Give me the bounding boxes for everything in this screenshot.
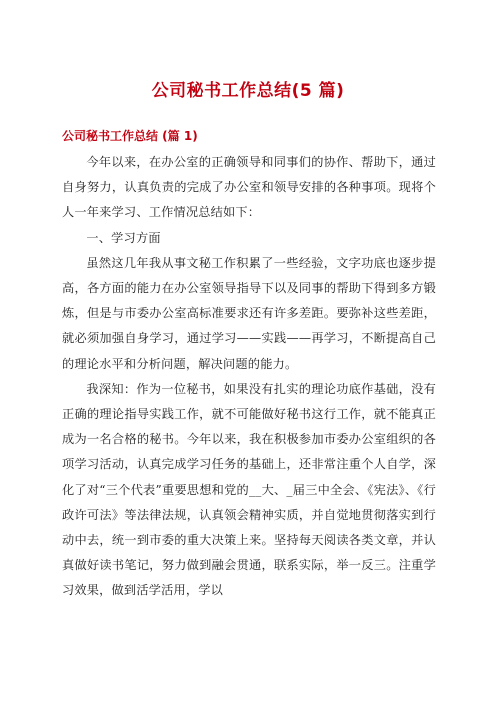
paragraph-intro: 今年以来，在办公室的正确领导和同事们的协作、帮助下，通过自身努力，认真负责的完成了办公室和领导安排的各种事项。现将个人一年来学习、工作情况总结如下： bbox=[62, 155, 436, 220]
document-body bbox=[62, 150, 436, 604]
document-title: 公司秘书工作总结(5 篇) bbox=[151, 81, 345, 101]
paragraph-study-2: 我深知：作为一位秘书，如果没有扎实的理论功底作基础，没有正确的理论指导实践工作，就不可能做好秘书这行工作，就不能真正成为一名合格的秘书。今年以来，我在积极参加市委办公室组织的各项学习活动，认真完成学习任务的基础上，还非常注重个人自学，深化了对“三个代表”重要思想和党的__大、_届三中全会、《宪法》、《行政许可法》等法律法规，认真领会精神实质，并自觉地贯彻落实到行动中去，统一到市委的重大决策上来。坚持每天阅读各类文章，并认真做好读书笔记，努力做到融会贯通，联系实际，举一反三。注重学习效果，做到活学活用，学以 bbox=[62, 381, 436, 598]
paragraph-study-1: 虽然这几年我从事文秘工作积累了一些经验，文字功底也逐步提高，各方面的能力在办公室领导指导下以及同事的帮助下得到多方锻炼，但是与市委办公室高标准要求还有许多差距。要弥补这些差距，就必须加强自身学习，通过学习——实践——再学习，不断提高自己的理论水平和分析问题，解决问题的能力。 bbox=[62, 255, 436, 371]
section-heading: 公司秘书工作总结 (篇 1) bbox=[62, 129, 198, 143]
paragraph-study-heading: 一、学习方面 bbox=[86, 230, 161, 245]
